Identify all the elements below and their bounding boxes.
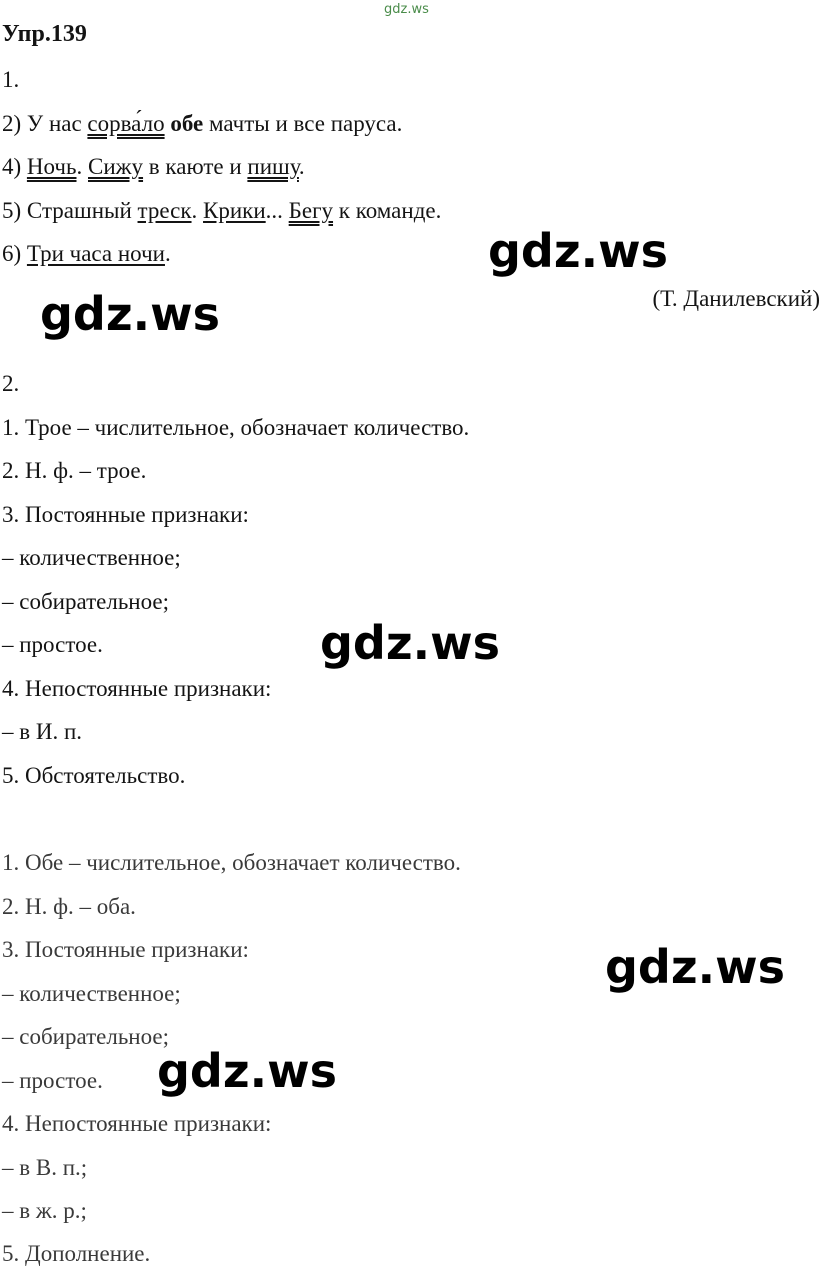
b2-line-4: – количественное; — [2, 981, 181, 1006]
predicate-begu: Бегу — [288, 198, 334, 223]
sentence-5-pre: 5) Страшный — [2, 198, 138, 223]
sentence-6 — [2, 240, 171, 268]
b1-line-8: – в И. п. — [2, 719, 83, 744]
b2-line-5: – собирательное; — [2, 1024, 169, 1049]
sentence-5-mid2: ... — [265, 198, 289, 223]
predicate-sorvalo: сорва́ло — [87, 111, 165, 136]
sentence-2 — [2, 110, 402, 138]
sentence-5-mid1: . — [191, 198, 204, 223]
sentence-2-pre: 2) У нас — [2, 111, 88, 136]
author-attribution: (Т. Данилевский) — [652, 286, 820, 311]
watermark-2: gdz.ws — [40, 287, 220, 341]
part2-number: 2. — [2, 371, 20, 396]
bold-numeral-obe: обе — [170, 111, 204, 136]
watermark-3: gdz.ws — [320, 616, 500, 670]
b2-line-6: – простое. — [2, 1068, 103, 1093]
sentence-4-post: . — [298, 154, 305, 179]
watermark-1: gdz.ws — [488, 224, 668, 278]
part1-number: 1. — [2, 67, 20, 92]
watermark-4: gdz.ws — [605, 940, 785, 994]
sentence-4-mid2: в каюте и — [143, 154, 248, 179]
b2-line-2: 2. Н. ф. – оба. — [2, 894, 136, 919]
b1-line-2: 2. Н. ф. – трое. — [2, 458, 147, 483]
b1-line-3: 3. Постоянные признаки: — [2, 502, 249, 527]
watermark-small: gdz.ws — [384, 2, 429, 17]
b1-line-5: – собирательное; — [2, 589, 169, 614]
b1-line-4: – количественное; — [2, 545, 181, 570]
watermark-5: gdz.ws — [157, 1044, 337, 1098]
b2-line-9: – в ж. р.; — [2, 1198, 87, 1223]
subject-kriki: Крики — [203, 198, 266, 223]
b1-line-9: 5. Обстоятельство. — [2, 763, 186, 788]
b2-line-8: – в В. п.; — [2, 1155, 88, 1180]
b2-line-10: 5. Дополнение. — [2, 1241, 151, 1266]
b2-line-3: 3. Постоянные признаки: — [2, 937, 249, 962]
sentence-6-post: . — [164, 241, 171, 266]
sentence-5 — [2, 197, 441, 225]
b2-line-1: 1. Обе – числительное, обозначает количество. — [2, 850, 461, 875]
b2-line-7: 4. Непостоянные признаки: — [2, 1111, 272, 1136]
sentence-6-pre: 6) — [2, 241, 27, 266]
sentence-4-mid1: . — [76, 154, 88, 179]
b1-line-7: 4. Непостоянные признаки: — [2, 676, 272, 701]
sentence-2-post: мачты и все паруса. — [203, 111, 403, 136]
predicate-sizhu: Сижу — [88, 154, 144, 179]
predicate-pishu: пишу — [247, 154, 299, 179]
b1-line-1: 1. Трое – числительное, обозначает количество. — [2, 415, 470, 440]
exercise-title: Упр.139 — [2, 21, 87, 47]
subject-noch: Ночь — [26, 154, 77, 179]
sentence-4-pre: 4) — [2, 154, 27, 179]
subject-tresk: треск — [137, 198, 192, 223]
subject-tri-chasa-nochi: Три часа ночи — [26, 241, 165, 266]
sentence-4 — [2, 153, 305, 181]
b1-line-6: – простое. — [2, 632, 103, 657]
sentence-5-post: к команде. — [333, 198, 442, 223]
